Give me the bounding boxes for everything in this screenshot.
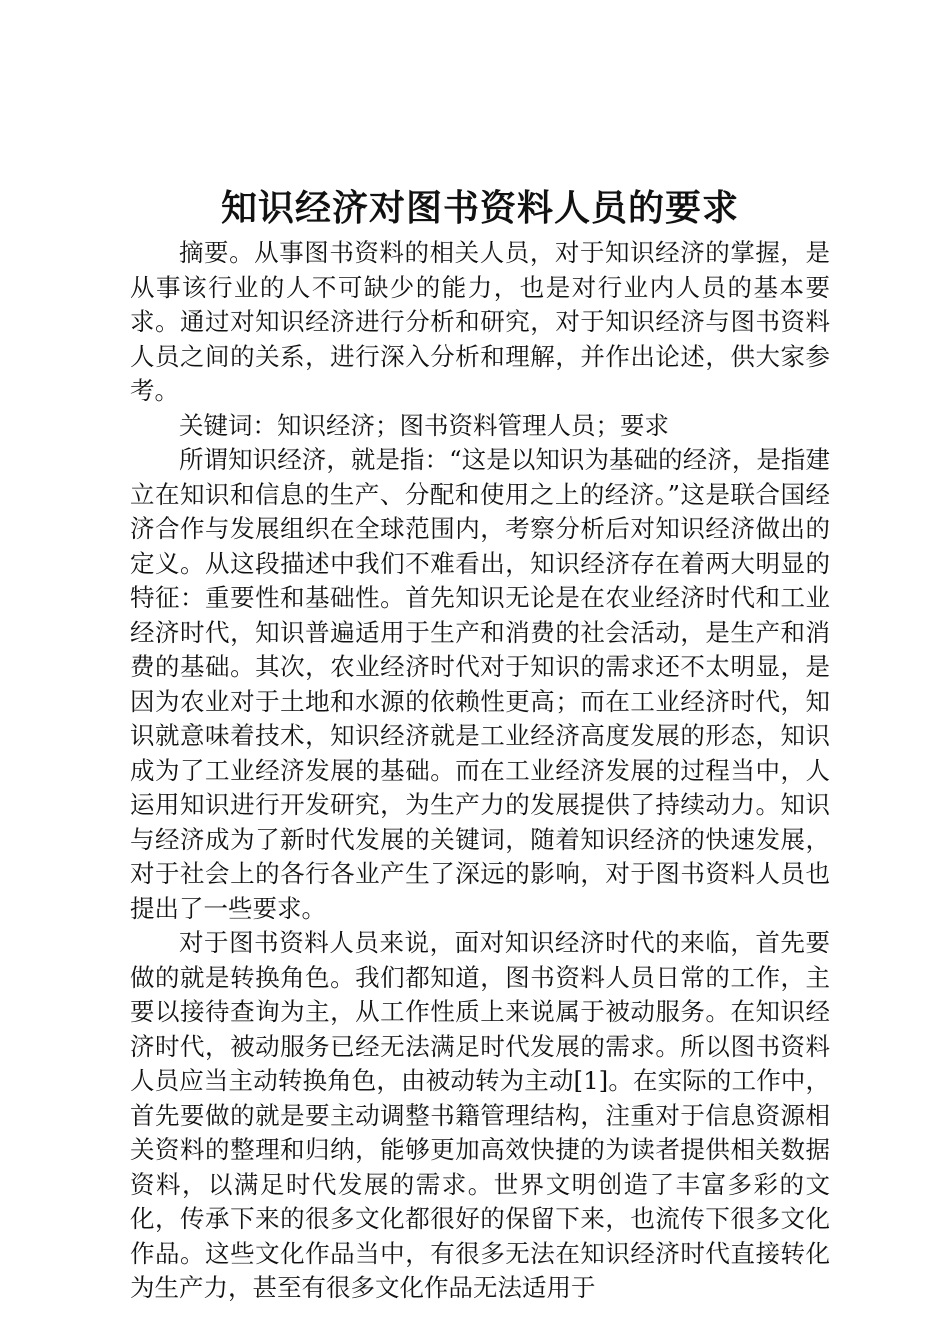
body-paragraph: 对于图书资料人员来说，面对知识经济时代的来临，首先要做的就是转换角色。我们都知道，图书资料人员日常的工作，主要以接待查询为主，从工作性质上来说属于被动服务。在知识经济时代，被动服务已经无法满足时代发展的需求。所以图书资料人员应当主动转换角色，由被动转为主动[1]。在实际的工作中，首先要做的就是要主动调整书籍管理结构，注重对于信息资源相关资料的整理和归纳，能够更加高效快捷的为读者提供相关数据资料，以满足时代发展的需求。世界文明创造了丰富多彩的文化，传承下来的很多文化都很好的保留下来，也流传下很多文化作品。这些文化作品当中，有很多无法在知识经济时代直接转化为生产力，甚至有很多文化作品无法适用于 (130, 928, 830, 1302)
body-paragraph: 所谓知识经济，就是指：“这是以知识为基础的经济，是指建立在知识和信息的生产、分配和使用之上的经济。”这是联合国经济合作与发展组织在全球范围内，考察分析后对知识经济做出的定义。从这段描述中我们不难看出，知识经济存在着两大明显的特征：重要性和基础性。首先知识无论是在农业经济时代和工业经济时代，知识普遍适用于生产和消费的社会活动，是生产和消费的基础。其次，农业经济时代对于知识的需求还不太明显，是因为农业对于土地和水源的依赖性更高；而在工业经济时代，知识就意味着技术，知识经济就是工业经济高度发展的形态，知识成为了工业经济发展的基础。而在工业经济发展的过程当中，人运用知识进行开发研究，为生产力的发展提供了持续动力。知识与经济成为了新时代发展的关键词，随着知识经济的快速发展，对于社会上的各行各业产生了深远的影响，对于图书资料人员也提出了一些要求。 (130, 445, 830, 923)
document-title: 知识经济对图书资料人员的要求 (220, 187, 739, 229)
keywords-paragraph: 关键词：知识经济；图书资料管理人员；要求 (179, 410, 669, 440)
document-page (130, 180, 830, 1306)
abstract-paragraph: 摘要。从事图书资料的相关人员，对于知识经济的掌握，是从事该行业的人不可缺少的能力，也是对行业内人员的基本要求。通过对知识经济进行分析和研究，对于知识经济与图书资料人员之间的关系，进行深入分析和理解，并作出论述，供大家参考。 (130, 238, 830, 405)
